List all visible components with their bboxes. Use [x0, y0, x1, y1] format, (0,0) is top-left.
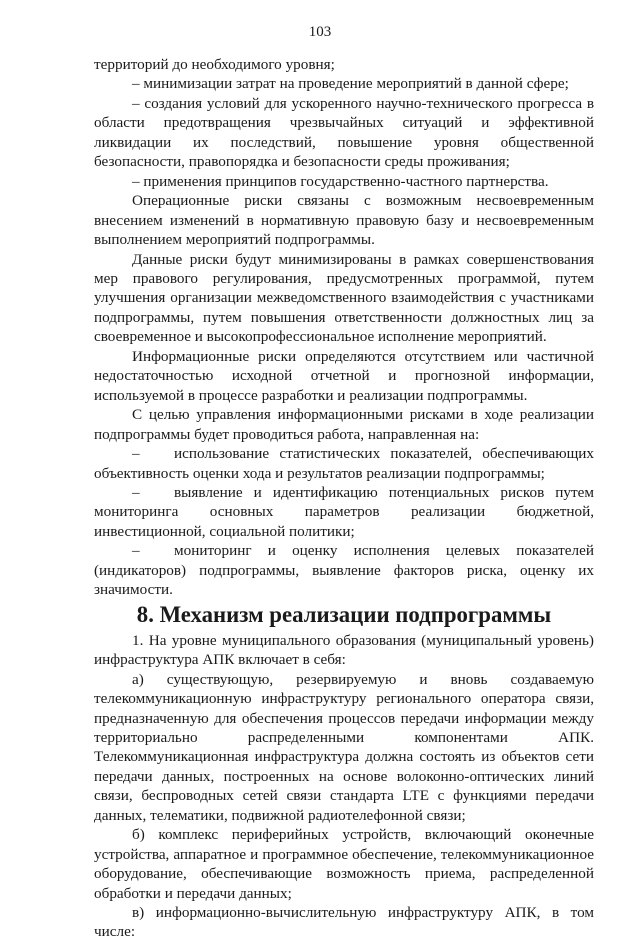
dash-list-item [94, 483, 594, 541]
dash-marker: – [132, 445, 140, 463]
paragraph: Данные риски будут минимизированы в рамках совершенствования мер правового регулирования, предусмотренных программой, путем улучшения организации межведомственного взаимодействия с участниками подпрограммы, путем повышения ответственности должностных лиц за своевременное и высокопрофессиональное исполнение мероприятий. [94, 250, 594, 346]
list-item: а) существующую, резервируемую и вновь создаваемую телекоммуникационную инфраструктуру регионального оператора связи, предназначенную для обеспечения процессов передачи информации между территориально распределенными компонентами АПК. Телекоммуникационная инфраструктура должна состоять из объектов сети передачи данных, построенных на основе волоконно-оптических линий связи, беспроводных сетей связи стандарта LTE с функциями передачи данных, телематики, подвижной радиотелефонной связи; [94, 670, 594, 824]
page-content [94, 55, 594, 942]
paragraph: Информационные риски определяются отсутствием или частичной недостаточностью исходной отчетной и прогнозной информации, используемой в процессе разработки и реализации подпрограммы. [94, 347, 594, 404]
list-item: – минимизации затрат на проведение мероприятий в данной сфере; [132, 75, 569, 93]
paragraph: 1. На уровне муниципального образования (муниципальный уровень) инфраструктура АПК включает в себя: [94, 631, 594, 669]
dash-list-item-text: мониторинг и оценку исполнения целевых показателей (индикаторов) подпрограммы, выявление факторов риска, оценку их значимости. [94, 542, 594, 599]
list-item: – применения принципов государственно-частного партнерства. [132, 172, 549, 190]
paragraph: территорий до необходимого уровня; [94, 56, 335, 73]
dash-list-item [94, 444, 594, 483]
list-item: в) информационно-вычислительную инфраструктуру АПК, в том числе: [94, 904, 594, 941]
list-item: – создания условий для ускоренного научно-технического прогресса в области предотвращения чрезвычайных ситуаций и эффективной ликвидации их последствий, повышение уровня общественной безопасности, правопорядка и безопасности среды проживания; [94, 94, 594, 171]
dash-marker: – [132, 542, 140, 560]
paragraph: С целью управления информационными рисками в ходе реализации подпрограммы будет проводиться работа, направленная на: [94, 406, 594, 443]
dash-list-item-text: выявление и идентификацию потенциальных рисков путем мониторинга основных параметров реализации бюджетной, инвестиционной, социальной политики; [94, 483, 594, 540]
section-heading: 8. Механизм реализации подпрограммы [136, 601, 552, 627]
page-number: 103 [308, 24, 332, 40]
dash-list-item [94, 541, 594, 599]
list-item: б) комплекс периферийных устройств, включающий оконечные устройства, аппаратное и программное обеспечение, телекоммуникационное оборудование, обеспечивающие возможность приема, распределенной обработки и передачи данных; [94, 826, 594, 902]
paragraph: Операционные риски связаны с возможным несвоевременным внесением изменений в нормативную правовую базу и несвоевременным выполнением мероприятий подпрограммы. [94, 192, 594, 249]
dash-list-item-text: использование статистических показателей, обеспечивающих объективность оценки хода и результатов реализации подпрограммы; [94, 445, 594, 482]
dash-marker: – [132, 483, 140, 501]
